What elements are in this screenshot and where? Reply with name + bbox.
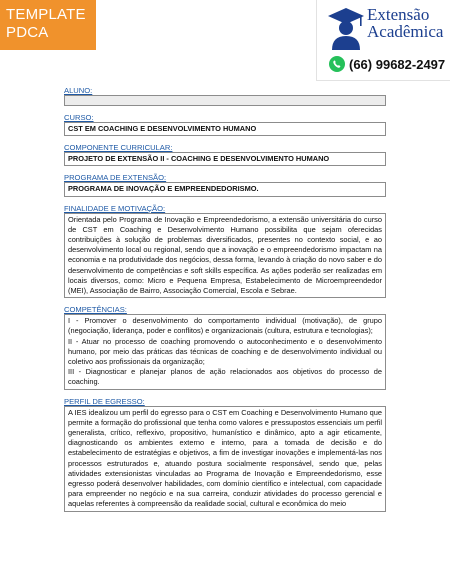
- componente-field[interactable]: PROJETO DE EXTENSÃO II - COACHING E DESENVOLVIMENTO HUMANO: [64, 152, 386, 166]
- graduate-cap-icon: [327, 6, 365, 50]
- finalidade-label: FINALIDADE E MOTIVAÇÃO:: [64, 203, 166, 213]
- perfil-label: PERFIL DE EGRESSO:: [64, 396, 145, 406]
- extension-form: [64, 86, 386, 512]
- brand-name-line1: Extensão: [367, 5, 430, 24]
- competencias-field[interactable]: [64, 314, 386, 389]
- contact-phone: [329, 56, 445, 72]
- competencia-item: III - Diagnosticar e planejar planos de ação relacionados aos objetivos do processo de coaching.: [68, 367, 382, 387]
- curso-label: CURSO:: [64, 113, 94, 122]
- curso-field[interactable]: CST EM COACHING E DESENVOLVIMENTO HUMANO: [64, 122, 386, 136]
- template-banner: [0, 0, 96, 50]
- programa-field[interactable]: PROGRAMA DE INOVAÇÃO E EMPREENDEDORISMO.: [64, 182, 386, 196]
- finalidade-field[interactable]: Orientada pelo Programa de Inovação e Empreendedorismo, a extensão universitária do curso de CST em Coaching e Desenvolvimento Humano possibilita que sejam oferecidas contribuições à solução de problemas diversificados, presentes no contexto social, e ao desenvolvimento local ou regional, sendo que a inovação e o empreendedorismo impactam na economia e na produtividade dos negócios, dessa forma, levando à criação do novo saber e do desenvolvimento de competências e soft skills específica. As ações poderão ser realizadas em locais diversos, como: Micro e Pequena Empresa, Estabelecimento de Microempreendedor (MEI), Associação de Bairro, Associação Comercial, Escola e Sebrae.: [64, 213, 386, 299]
- competencia-item: II - Atuar no processo de coaching promovendo o autoconhecimento e o desenvolvimento humano, por meio das práticas das técnicas de coaching e de desenvolvimento individual ou coletivo aos profissionais da organização;: [68, 336, 382, 367]
- competencias-label: COMPETÊNCIAS:: [64, 305, 127, 315]
- whatsapp-icon: [329, 56, 345, 72]
- componente-label: COMPONENTE CURRICULAR:: [64, 143, 173, 153]
- brand-name: [367, 6, 443, 40]
- banner-title-line2: PDCA: [6, 24, 49, 41]
- programa-label: PROGRAMA DE EXTENSÃO:: [64, 173, 167, 183]
- aluno-label: ALUNO:: [64, 86, 93, 95]
- phone-number: (66) 99682-2497: [349, 56, 446, 72]
- brand-logo: [316, 0, 450, 81]
- competencia-item: I - Promover o desenvolvimento do comportamento individual (motivação), de grupo (negociação, liderança, poder e conflitos) e organizacionais (cultura, estrutura e tecnologias);: [68, 316, 382, 336]
- aluno-field[interactable]: [64, 95, 386, 106]
- perfil-field[interactable]: A IES idealizou um perfil do egresso para o CST em Coaching e Desenvolvimento Humano que permite a formação do profissional que tenha como valores e pressupostos essenciais um perfil generalista, crítico, reflexivo, propositivo, humanístico e dinâmico, apto a agir eticamente, diagnosticando os ambientes externo e interno, para a tomada de decisão e do estabelecimento de estratégias e objetivos, a fim de investigar inovações e implementá-las nos processos estruturados e, atuando postura socialmente responsável, sendo que, pelas atividades extensionistas vinculadas ao Programa de Inovação e Empreendedorismo, esse egresso poderá desenvolver habilidades, com domínio científico e intelectual, com capacidade para empreender no negócio e na sua carreira, conduzir atividades do processo gerencial e aquelas referentes à compreensão da realidade social, cultural e econômica do meio: [64, 406, 386, 512]
- banner-title-line1: TEMPLATE: [6, 6, 86, 23]
- brand-name-line2: Acadêmica: [367, 22, 444, 41]
